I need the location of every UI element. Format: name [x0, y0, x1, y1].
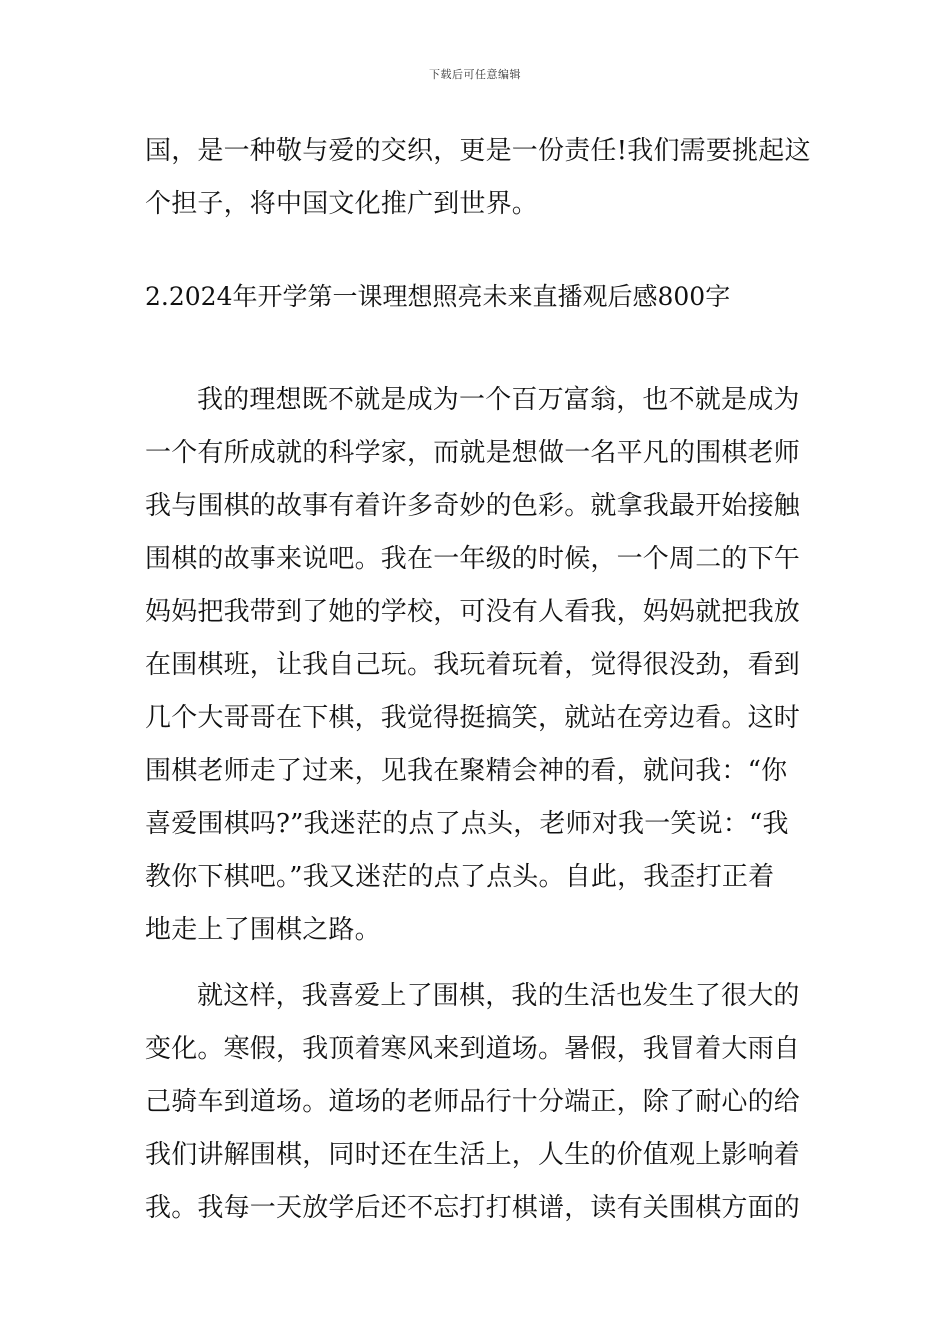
text-line: 己骑车到道场。道场的老师品行十分端正，除了耐心的给	[145, 1087, 801, 1117]
text-line: 国，是一种敬与爱的交织，更是一份责任!我们需要挑起这	[145, 136, 811, 166]
text-line: 就这样，我喜爱上了围棋，我的生活也发生了很大的	[197, 981, 800, 1011]
page-header: 下载后可任意编辑	[429, 68, 521, 81]
text-line: 一个有所成就的科学家，而就是想做一名平凡的围棋老师	[145, 438, 801, 468]
text-line: 围棋老师走了过来，见我在聚精会神的看，就问我：“你	[145, 756, 788, 786]
text-line: 我们讲解围棋，同时还在生活上，人生的价值观上影响着	[145, 1140, 801, 1170]
text-line: 变化。寒假，我顶着寒风来到道场。暑假，我冒着大雨自	[145, 1034, 801, 1064]
paragraph-2	[145, 970, 810, 1235]
text-line: 我的理想既不就是成为一个百万富翁，也不就是成为	[197, 385, 800, 415]
text-line: 我。我每一天放学后还不忘打打棋谱，读有关围棋方面的	[145, 1193, 801, 1223]
text-line: 在围棋班，让我自己玩。我玩着玩着，觉得很没劲，看到	[145, 650, 801, 680]
text-line: 几个大哥哥在下棋，我觉得挺搞笑，就站在旁边看。这时	[145, 703, 801, 733]
text-line: 教你下棋吧。”我又迷茫的点了点头。自此，我歪打正着	[145, 862, 775, 892]
paragraph-1	[145, 374, 810, 957]
paragraph-continued	[145, 125, 810, 231]
text-line: 围棋的故事来说吧。我在一年级的时候，一个周二的下午	[145, 544, 801, 574]
text-line: 妈妈把我带到了她的学校，可没有人看我，妈妈就把我放	[145, 597, 801, 627]
text-line: 地走上了围棋之路。	[145, 915, 381, 945]
section-heading: 2.2024年开学第一课理想照亮未来直播观后感800字	[145, 282, 731, 311]
text-line: 个担子，将中国文化推广到世界。	[145, 189, 539, 219]
text-line: 喜爱围棋吗?”我迷茫的点了点头，老师对我一笑说：“我	[145, 809, 789, 839]
text-line: 我与围棋的故事有着许多奇妙的色彩。就拿我最开始接触	[145, 491, 801, 521]
